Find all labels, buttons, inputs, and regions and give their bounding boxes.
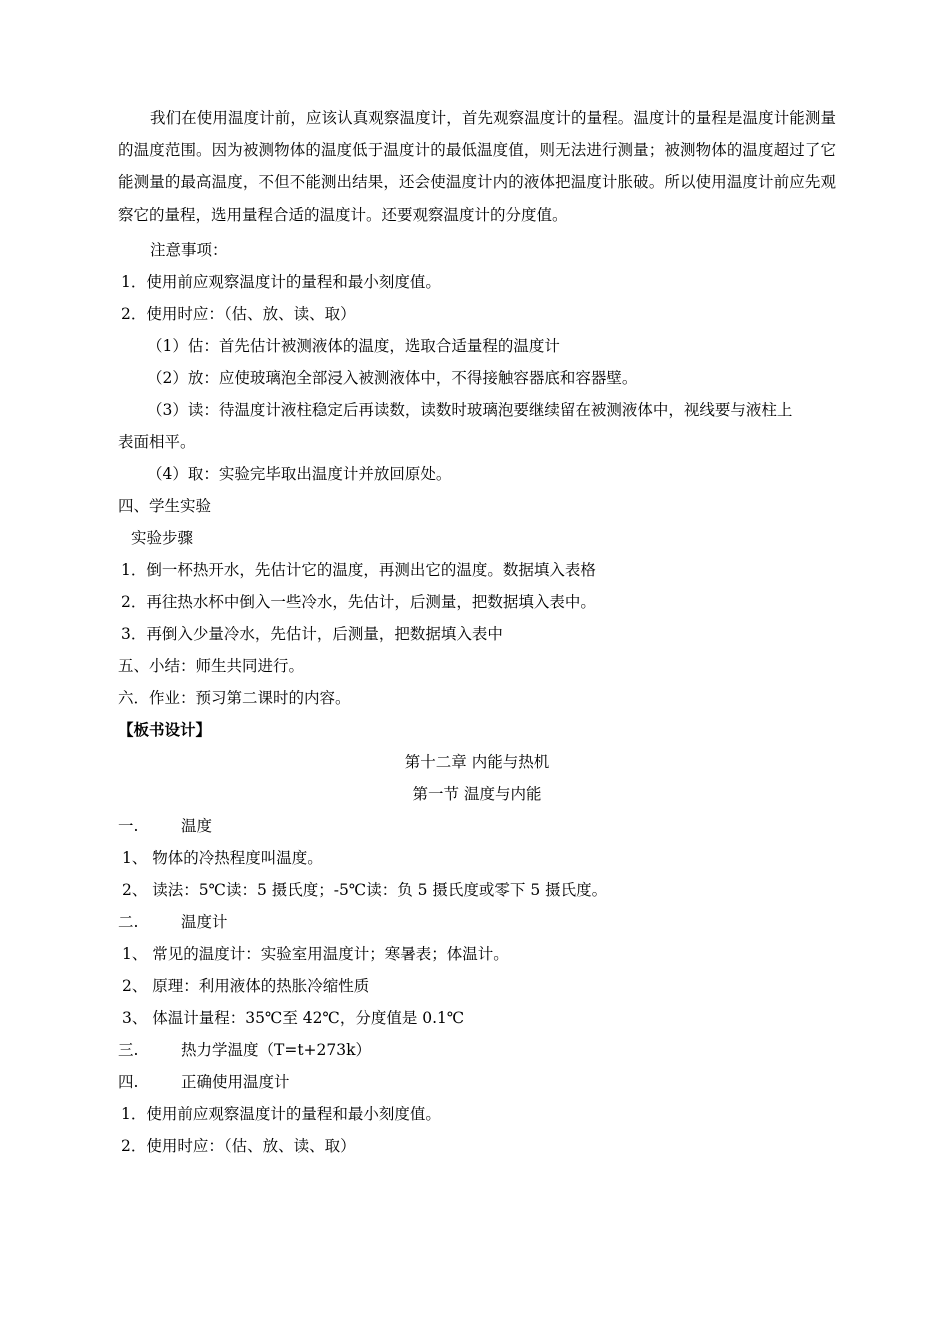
board-part-3-title: 热力学温度（T=t+273k） (181, 1041, 372, 1059)
board-part-1-title: 温度 (181, 817, 213, 835)
section-title: 第一节 温度与内能 (412, 785, 542, 803)
notes-sub-4: （4）取：实验完毕取出温度计并放回原处。 (147, 465, 452, 483)
board-part-2-title: 温度计 (181, 913, 228, 931)
intro-paragraph: 我们在使用温度计前，应该认真观察温度计，首先观察温度计的量程。温度计的量程是温度计能测量的温度范围。因为被测物体的温度低于温度计的最低温度值，则无法进行测量；被测物体的温度超过了它能测量的最高温度，不但不能测出结果，还会使温度计内的液体把温度计胀破。所以使用温度计前应先观察它的量程，选用量程合适的温度计。还要观察温度计的分度值。 (118, 109, 836, 224)
notes-sub-1: （1）估：首先估计被测液体的温度，选取合适量程的温度计 (147, 337, 560, 355)
notes-item-1: 1．使用前应观察温度计的量程和最小刻度值。 (121, 273, 441, 291)
notes-sub-3-line-1: （3）读：待温度计液柱稳定后再读数，读数时玻璃泡要继续留在被测液体中，视线要与液柱上 (147, 401, 793, 419)
section-4-heading: 四、学生实验 (118, 497, 212, 515)
board-part-3 (118, 1040, 371, 1060)
notes-sub-3-line-2: 表面相平。 (118, 433, 196, 451)
board-part-4-item-1: 1．使用前应观察温度计的量程和最小刻度值。 (121, 1105, 441, 1123)
board-part-2-item-1: 1、 常见的温度计：实验室用温度计；寒暑表；体温计。 (122, 945, 509, 963)
step-2: 2．再往热水杯中倒入一些冷水，先估计，后测量，把数据填入表中。 (121, 593, 596, 611)
section-6: 六．作业：预习第二课时的内容。 (118, 689, 351, 707)
board-part-2-item-2: 2、 原理：利用液体的热胀冷缩性质 (122, 977, 370, 995)
chapter-title: 第十二章 内能与热机 (404, 753, 550, 771)
step-3: 3．再倒入少量冷水，先估计，后测量，把数据填入表中 (121, 625, 503, 643)
board-part-2-number: 二. (118, 913, 139, 931)
board-part-4-title: 正确使用温度计 (181, 1073, 290, 1091)
board-part-1-item-1: 1、 物体的冷热程度叫温度。 (122, 849, 323, 867)
board-part-4 (118, 1072, 290, 1092)
board-part-4-number: 四. (118, 1073, 139, 1091)
board-part-2-item-3: 3、 体温计量程：35℃至 42℃，分度值是 0.1℃ (122, 1009, 465, 1027)
board-heading: 【板书设计】 (118, 720, 212, 739)
step-1: 1．倒一杯热开水，先估计它的温度，再测出它的温度。数据填入表格 (121, 561, 596, 579)
board-part-1 (118, 816, 212, 836)
board-part-2 (118, 912, 228, 932)
section-5: 五、小结：师生共同进行。 (118, 657, 305, 675)
notes-item-2: 2．使用时应：（估、放、读、取） (121, 305, 356, 323)
board-part-3-number: 三. (118, 1041, 139, 1059)
board-part-1-number: 一. (118, 817, 139, 835)
board-part-1-item-2: 2、 读法：5℃读：5 摄氏度；-5℃读：负 5 摄氏度或零下 5 摄氏度。 (122, 881, 608, 899)
notes-sub-2: （2）放：应使玻璃泡全部浸入被测液体中，不得接触容器底和容器壁。 (147, 369, 638, 387)
steps-heading: 实验步骤 (131, 529, 194, 547)
board-part-4-item-2: 2．使用时应：（估、放、读、取） (121, 1137, 356, 1155)
notes-heading: 注意事项： (150, 241, 228, 259)
